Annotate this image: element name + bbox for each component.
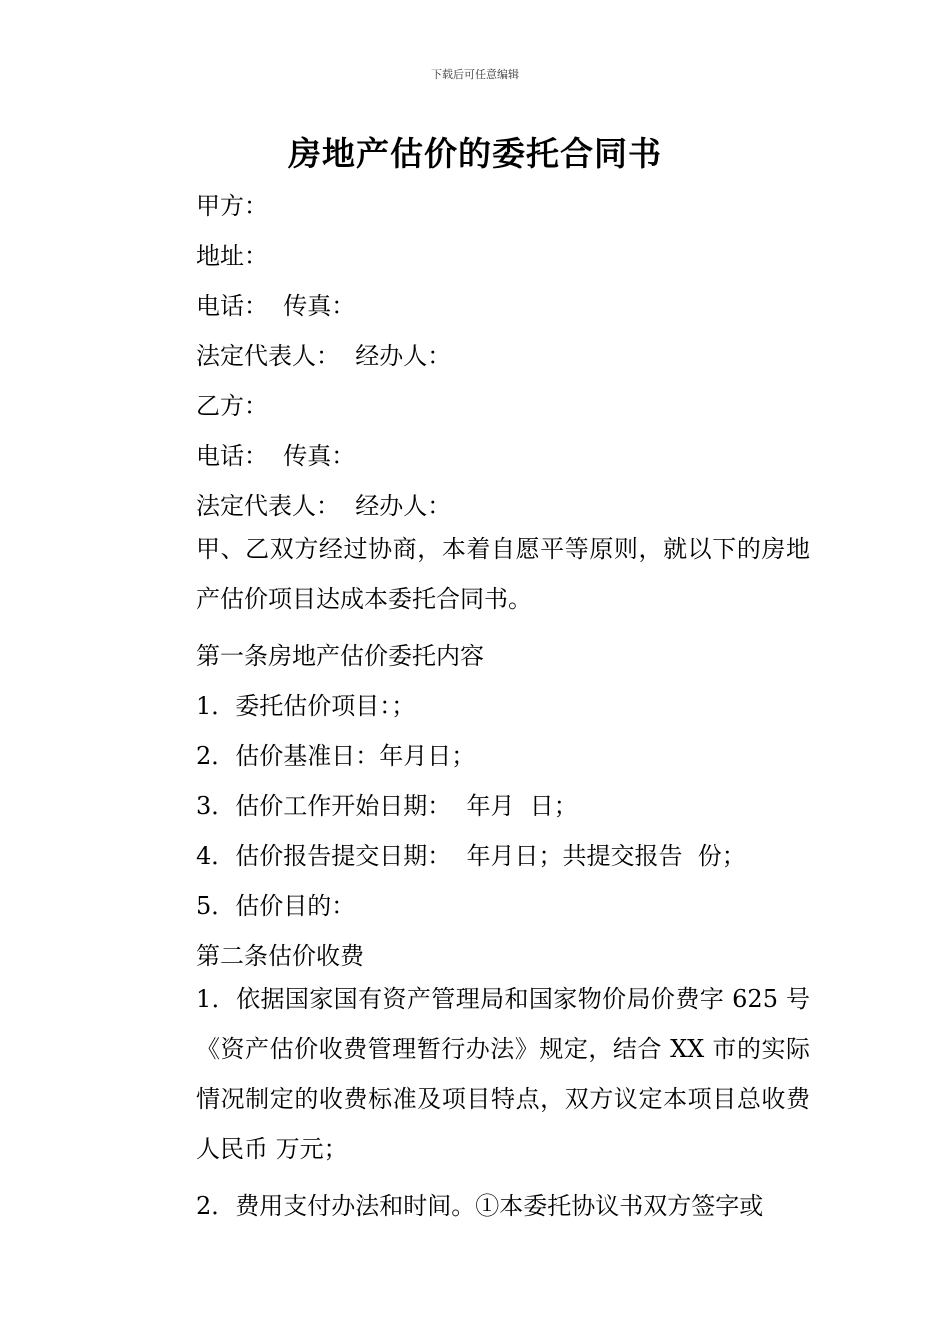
- party-a-address: 地址：: [196, 242, 268, 270]
- article2-heading: 第二条估价收费: [196, 942, 364, 970]
- article1-heading: 第一条房地产估价委托内容: [196, 642, 484, 670]
- article2-item1-paragraph: [145, 974, 810, 1174]
- article1-item: 5．估价目的：: [196, 892, 356, 920]
- party-b-label: 乙方：: [196, 392, 268, 420]
- article2-item1-text: 1．依据国家国有资产管理局和国家物价局价费字 625 号《资产估价收费管理暂行办法》规定，结合 XX 市的实际情况制定的收费标准及项目特点，双方议定本项目总收费人民币 万元；: [196, 985, 810, 1163]
- party-b-rep-agent: 法定代表人： 经办人：: [196, 492, 452, 520]
- article1-item: 1．委托估价项目：；: [196, 692, 416, 720]
- intro-text: 甲、乙双方经过协商，本着自愿平等原则，就以下的房地产估价项目达成本委托合同书。: [196, 535, 810, 613]
- party-a-phone-fax: 电话： 传真：: [196, 292, 356, 320]
- article2-item2: 2．费用支付办法和时间。①本委托协议书双方签字或: [196, 1192, 764, 1220]
- party-b-phone-fax: 电话： 传真：: [196, 442, 356, 470]
- party-a-rep-agent: 法定代表人： 经办人：: [196, 342, 452, 370]
- document-title: 房地产估价的委托合同书: [288, 134, 662, 173]
- party-a-label: 甲方：: [196, 192, 268, 220]
- article1-item: 2．估价基准日：年月日；: [196, 742, 476, 770]
- header-note: 下载后可任意编辑: [431, 68, 519, 81]
- article1-item: 3．估价工作开始日期： 年月 日；: [196, 792, 578, 820]
- article1-item: 4．估价报告提交日期： 年月日；共提交报告 份；: [196, 842, 746, 870]
- intro-paragraph: [145, 524, 810, 624]
